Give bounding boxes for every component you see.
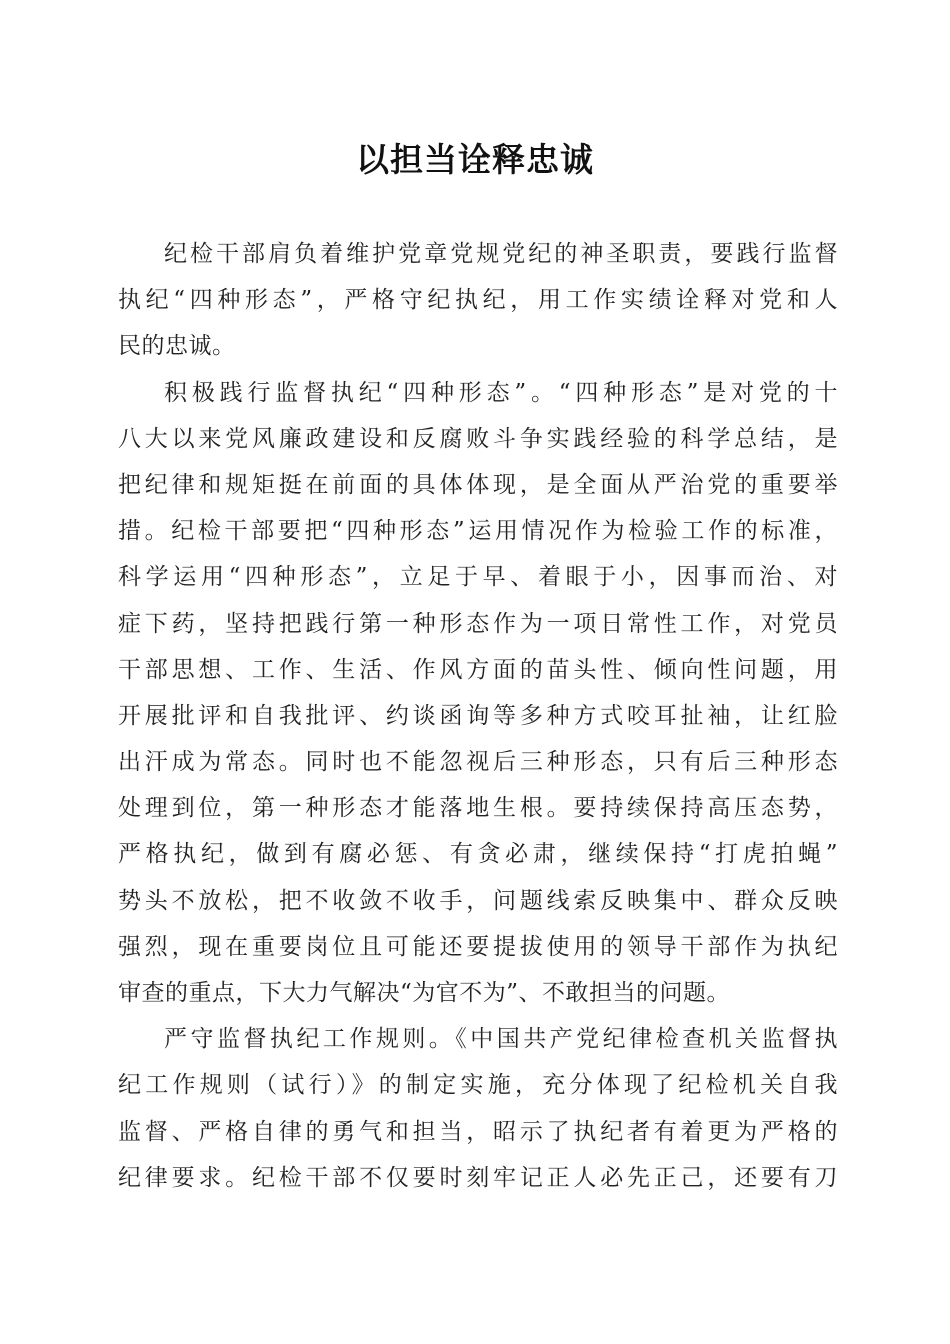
text-line: 纪检干部肩负着维护党章党规党纪的神圣职责，要践行监督: [164, 241, 838, 267]
text-line: 严格执纪，做到有腐必惩、有贪必肃，继续保持“打虎拍蝇”: [118, 841, 838, 868]
text-line: 积极践行监督执纪“四种形态”。“四种形态”是对党的十: [164, 379, 838, 406]
text-line: 措。纪检干部要把“四种形态”运用情况作为检验工作的标准，: [118, 518, 838, 545]
text-line: 科学运用“四种形态”，立足于早、着眼于小，因事而治、对: [118, 564, 838, 591]
text-line: 症下药，坚持把践行第一种形态作为一项日常性工作，对党员: [118, 610, 838, 637]
text-line: 强烈，现在重要岗位且可能还要提拔使用的领导干部作为执纪: [118, 933, 838, 960]
text-line: 监督、严格自律的勇气和担当，昭示了执纪者有着更为严格的: [118, 1118, 838, 1145]
text-line: 八大以来党风廉政建设和反腐败斗争实践经验的科学总结，是: [118, 425, 838, 452]
text-line: 出汗成为常态。同时也不能忽视后三种形态，只有后三种形态: [118, 749, 838, 776]
text-line: 执纪“四种形态”，严格守纪执纪，用工作实绩诠释对党和人: [118, 287, 838, 314]
text-line: 纪律要求。纪检干部不仅要时刻牢记正人必先正己，还要有刀: [118, 1164, 838, 1191]
text-line: 严守监督执纪工作规则。《中国共产党纪律检查机关监督执: [164, 1026, 838, 1053]
text-line: 势头不放松，把不收敛不收手，问题线索反映集中、群众反映: [118, 887, 838, 914]
text-line: 处理到位，第一种形态才能落地生根。要持续保持高压态势，: [118, 795, 838, 822]
text-line: 干部思想、工作、生活、作风方面的苗头性、倾向性问题，用: [118, 656, 838, 683]
text-line: 开展批评和自我批评、约谈函询等多种方式咬耳扯袖，让红脸: [118, 702, 838, 729]
text-line: 民的忠诚。: [118, 333, 236, 360]
text-line: 把纪律和规矩挺在前面的具体体现，是全面从严治党的重要举: [118, 471, 838, 498]
document-title: 以担当诠释忠诚: [356, 140, 594, 179]
text-line: 审查的重点，下大力气解决“为官不为”、不敢担当的问题。: [118, 980, 731, 1006]
text-line: 纪工作规则（试行）》的制定实施，充分体现了纪检机关自我: [118, 1072, 838, 1099]
document-body: [118, 231, 838, 1201]
